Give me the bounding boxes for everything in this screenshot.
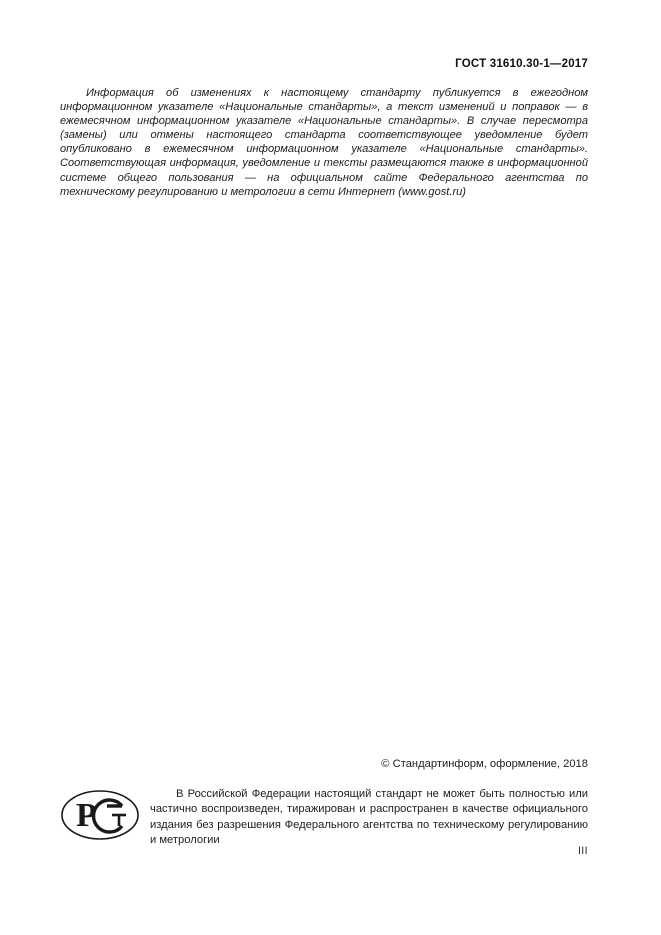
copyright-line: © Стандартинформ, оформление, 2018 bbox=[381, 758, 588, 770]
rst-certification-emblem-icon bbox=[60, 789, 140, 841]
reproduction-rights-block bbox=[60, 786, 588, 849]
svg-text:Р: Р bbox=[76, 797, 97, 834]
document-standard-number-header: ГОСТ 31610.30-1—2017 bbox=[455, 58, 588, 70]
reproduction-rights-text: В Российской Федерации настоящий стандарт не может быть полностью или частично воспроизведен, тиражирован и распространен в качестве официального издания без разрешения Федерального агентства по техническому регулированию и метрологии bbox=[150, 788, 588, 847]
emblem-container bbox=[60, 786, 150, 841]
amendments-notice-block bbox=[60, 86, 588, 199]
amendments-notice-text: Информация об изменениях к настоящему стандарту публикуется в ежегодном информационном указателе «Национальные стандарты», а текст изменений и поправок — в ежемесячном информационном указателе «Национальные стандарты». В случае пересмотра (замены) или отмены настоящего стандарта соответствующее уведомление будет опубликовано в ежемесячном информационном указателе «Национальные стандарты». Соответствующая информация, уведомление и тексты размещаются также в информационной системе общего пользования — на официальном сайте Федерального агентства по техническому регулированию и метрологии в сети Интернет (www.gost.ru) bbox=[60, 87, 588, 198]
page-number: III bbox=[577, 845, 588, 857]
